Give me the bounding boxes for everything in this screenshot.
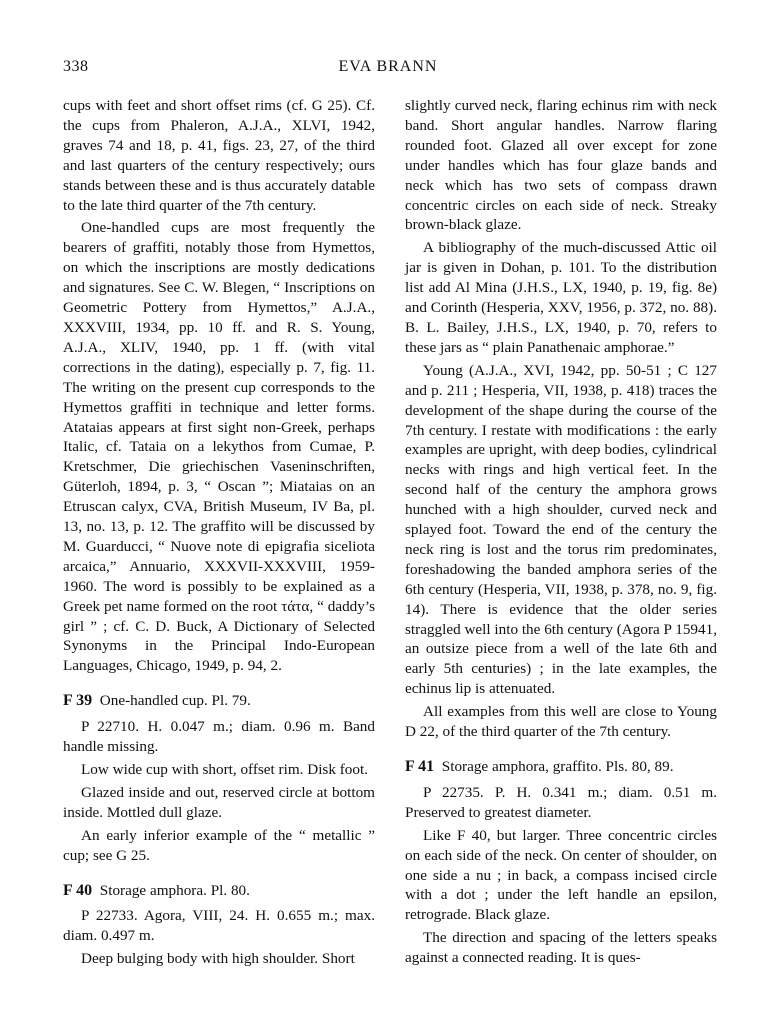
paragraph: Low wide cup with short, offset rim. Disk foot. bbox=[81, 761, 368, 778]
paragraph: A bibliography of the much-discussed Attic oil jar is given in Dohan, p. 101. To the distribution list add Al Mina (J.H.S., LX, 1940, p. 19, fig. 8e) and Corinth (Hesperia, XXV, 1956, p. 372, no. 88). B. L. Bailey, J.H.S., LX, 1940, p. 70, refers to these jars as “ plain Panathenaic amphorae.” bbox=[405, 239, 717, 356]
catalog-number: F 39 bbox=[63, 692, 93, 710]
catalog-entry-heading bbox=[405, 757, 717, 777]
catalog-title: Storage amphora. Pl. 80. bbox=[99, 881, 250, 899]
paragraph: All examples from this well are close to Young D 22, of the third quarter of the 7th century. bbox=[405, 703, 717, 741]
paragraph: The direction and spacing of the letters speaks against a connected reading. It is ques- bbox=[405, 929, 717, 967]
page-number: 338 bbox=[63, 58, 89, 75]
catalog-entry-heading bbox=[63, 691, 375, 711]
paragraph: cups with feet and short offset rims (cf. G 25). Cf. the cups from Phaleron, A.J.A., XLVI, 1942, graves 74 and 18, p. 41, figs. 23, 27, of the third and last quarters of the century respectively; ours stands between these and is thus accurately datable to the late third quarter of the 7th century. bbox=[63, 97, 375, 214]
catalog-number: F 40 bbox=[63, 881, 93, 899]
catalog-title: Storage amphora, graffito. Pls. 80, 89. bbox=[441, 758, 674, 775]
paragraph: slightly curved neck, flaring echinus rim with neck band. Short angular handles. Narrow flaring rounded foot. Glazed all over except for zone under handles which has four glaze bands and neck which has two sets of compass drawn concentric circles on each side of neck. Streaky brown-black glaze. bbox=[405, 97, 717, 234]
catalog-entry-heading bbox=[63, 881, 375, 901]
paragraph: Glazed inside and out, reserved circle at bottom inside. Mottled dull glaze. bbox=[63, 783, 375, 821]
paragraph: P 22733. Agora, VIII, 24. H. 0.655 m.; max. diam. 0.497 m. bbox=[63, 907, 375, 945]
running-head: EVA BRANN bbox=[338, 58, 438, 75]
paragraph: Like F 40, but larger. Three concentric circles on each side of the neck. On center of shoulder, on one side a nu ; in back, a compass incised circle with a dot ; under the left handle an epsilon, retrograde. Black glaze. bbox=[405, 826, 717, 924]
paragraph: One-handled cups are most frequently the bearers of graffiti, notably those from Hymettos, on which the inscriptions are mostly dedications and signatures. See C. W. Blegen, “ Inscriptions on Geometric Pottery from Hymettos,” A.J.A., XXXVIII, 1934, pp. 10 ff. and R. S. Young, A.J.A., XLIV, 1940, pp. 1 ff. (with vital corrections in the dating), especially p. 7, fig. 11. The writing on the present cup corresponds to the Hymettos graffiti in technique and letter forms. Atataias appears at first sight non-Greek, perhaps Italic, cf. Tataia on a lekythos from Cumae, P. Kretschmer, Die griechischen Vaseninschriften, Güterloh, 1894, p. 3, “ Oscan ”; Miataias on an Etruscan calyx, CVA, British Museum, IV Ba, pl. 13, no. 13, p. 12. The graffito will be discussed by M. Guarducci, “ Nuove note di epigrafia siceliota arcaica,” Annuario, XXXVII-XXXVIII, 1959-1960. The word is possibly to be explained as a Greek pet name formed on the root τάτα, “ daddy’s girl ” ; cf. C. D. Buck, A Dictionary of Selected Synonyms in the Principal Indo-European Languages, Chicago, 1949, p. 94, 2. bbox=[63, 219, 375, 675]
left-column bbox=[63, 96, 375, 972]
paragraph: P 22735. P. H. 0.341 m.; diam. 0.51 m. Preserved to greatest diameter. bbox=[405, 783, 717, 821]
paragraph: P 22710. H. 0.047 m.; diam. 0.96 m. Band handle missing. bbox=[63, 718, 375, 756]
paragraph: An early inferior example of the “ metallic ” cup; see G 25. bbox=[63, 826, 375, 864]
paragraph: Deep bulging body with high shoulder. Short bbox=[81, 950, 355, 968]
right-column bbox=[405, 96, 717, 971]
paragraph: Young (A.J.A., XVI, 1942, pp. 50-51 ; C 127 and p. 211 ; Hesperia, VII, 1938, p. 418) traces the development of the shape during the course of the 7th century. I restate with modifications : the early examples are upright, with deep bodies, cylindrical necks with rings and high vertical feet. In the second half of the century the amphora grows hunched with a high shoulder, curved neck and splayed foot. Toward the end of the century the neck ring is lost and the torus rim predominates, foreshadowing the banded amphora series of the 6th century (Hesperia, VII, 1938, p. 378, no. 9, fig. 14). There is evidence that the older series straggled well into the 6th century (Agora P 15941, an outsize piece from a well of the late 6th and early 5th centuries) ; in the late examples, the echinus lip is attenuated. bbox=[405, 361, 717, 698]
catalog-number: F 41 bbox=[405, 758, 435, 775]
catalog-title: One-handled cup. Pl. 79. bbox=[99, 692, 251, 710]
page-header bbox=[63, 58, 713, 80]
